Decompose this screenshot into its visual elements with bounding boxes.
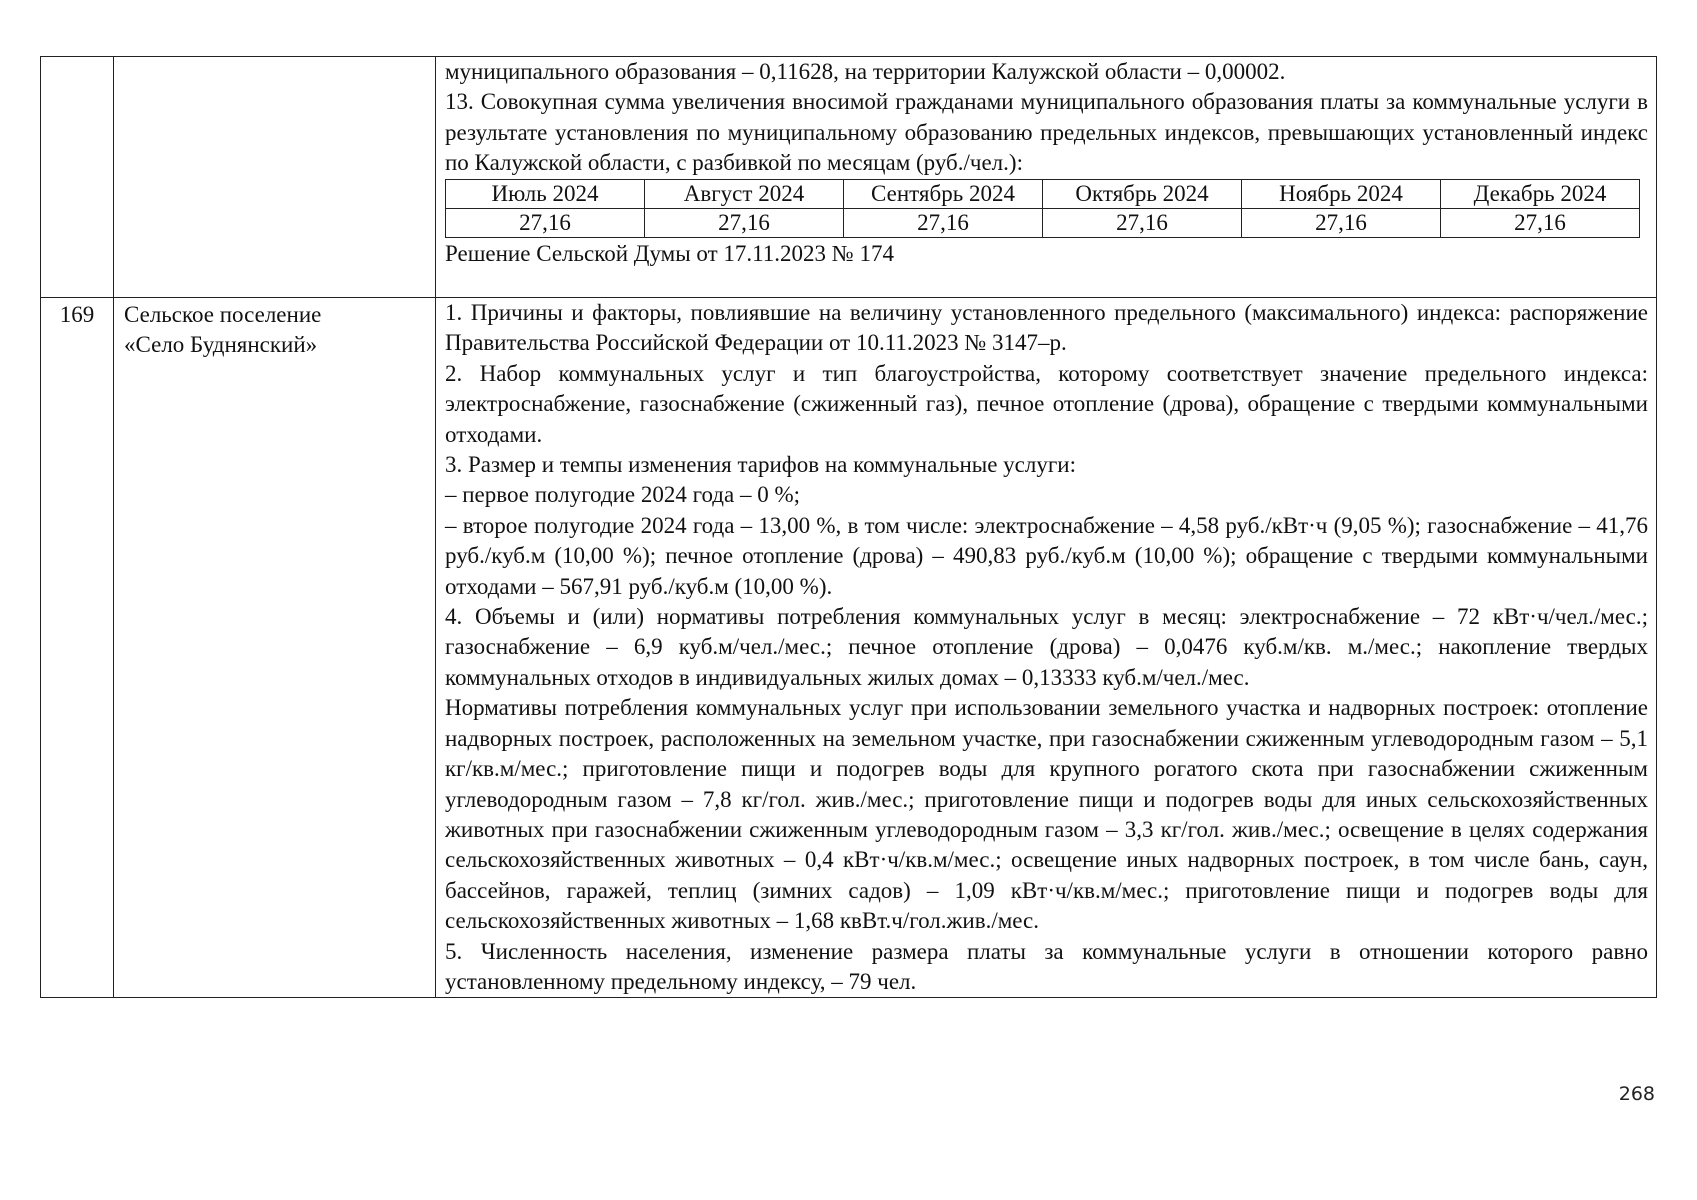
row-number (41, 57, 113, 59)
decision-line: Решение Сельской Думы от 17.11.2023 № 174 (445, 240, 894, 266)
paragraph: – первое полугодие 2024 года – 0 %; (445, 482, 801, 508)
row-number-cell (41, 57, 114, 298)
details-text (436, 57, 1656, 269)
paragraph: 1. Причины и факторы, повлиявшие на величину установленного предельного (максимального) индекса: распоряжение Правительства Российской Федерации от 10.11.2023 № 3147–р. (445, 300, 1648, 356)
paragraph: муниципального образования – 0,11628, на территории Калужской области – 0,00002. (445, 59, 1286, 84)
paragraph: 13. Совокупная сумма увеличения вносимой гражданами муниципального образования платы за коммунальные услуги в результате установления по муниципальному образованию предельных индексов, превышающих установленный индекс по Калужской области, с разбивкой по месяцам (руб./чел.): (445, 89, 1648, 176)
month-value: 27,16 (1242, 208, 1441, 237)
paragraph: Нормативы потребления коммунальных услуг при использовании земельного участка и надворных построек: отопление надворных построек, расположенных на земельном участке, при газоснабжении сжиженным углеводородным газом – 5,1 кг/кв.м/мес.; приготовление пищи и подогрев воды для крупного рогатого скота при газоснабжении сжиженным углеводородным газом – 7,8 кг/гол. жив./мес.; приготовление пищи и подогрев воды для иных сельскохозяйственных животных при газоснабжении сжиженным углеводородным газом – 3,3 кг/гол. жив./мес.; освещение в целях содержания сельскохозяйственных животных – 0,4 кВт·ч/кв.м/мес.; освещение иных надворных построек, в том числе бань, саун, бассейнов, гаражей, теплиц (зимних садов) – 1,09 кВт·ч/кв.м/мес.; приготовление пищи и подогрев воды для сельскохозяйственных животных – 1,68 квВт.ч/гол.жив./мес. (445, 695, 1648, 934)
month-value: 27,16 (1441, 208, 1640, 237)
month-value: 27,16 (844, 208, 1043, 237)
page-number: 268 (1618, 1083, 1655, 1105)
municipality-name: Сельское поселение «Село Буднянский» (124, 302, 322, 358)
month-header: Октябрь 2024 (1043, 179, 1242, 208)
month-header: Ноябрь 2024 (1242, 179, 1441, 208)
monthly-increase-table (445, 179, 1640, 238)
indices-table (40, 56, 1657, 998)
table-row (41, 57, 1657, 298)
paragraph: 4. Объемы и (или) нормативы потребления коммунальных услуг в месяц: электроснабжение – 72 кВт·ч/чел./мес.; газоснабжение – 6,9 куб.м/чел./мес.; печное отопление (дрова) – 0,0476 куб.м/кв. м./мес.; накопление твердых коммунальных отходов в индивидуальных жилых домах – 0,13333 куб.м/чел./мес. (445, 604, 1648, 690)
municipality-name (114, 57, 435, 59)
month-value: 27,16 (645, 208, 844, 237)
month-header: Декабрь 2024 (1441, 179, 1640, 208)
paragraph: – второе полугодие 2024 года – 13,00 %, в том числе: электроснабжение – 4,58 руб./кВт·ч (9,05 %); газоснабжение – 41,76 руб./куб.м (10,00 %); печное отопление (дрова) – 490,83 руб./куб.м (10,00 %); обращение с твердыми коммунальными отходами – 567,91 руб./куб.м (10,00 %). (445, 512, 1648, 599)
paragraph: 2. Набор коммунальных услуг и тип благоустройства, которому соответствует значение предельного индекса: электроснабжение, газоснабжение (сжиженный газ), печное отопление (дрова), обращение с твердыми коммунальными отходами. (445, 360, 1648, 447)
month-header: Июль 2024 (446, 179, 645, 208)
details-text (436, 298, 1656, 997)
details-cell (436, 298, 1657, 998)
row-number-cell (41, 298, 114, 998)
months-header-row (446, 179, 1640, 208)
details-cell (436, 57, 1657, 298)
month-value: 27,16 (1043, 208, 1242, 237)
table-row (41, 298, 1657, 998)
row-number: 169 (59, 302, 95, 327)
month-header: Август 2024 (645, 179, 844, 208)
month-header: Сентябрь 2024 (844, 179, 1043, 208)
paragraph: 5. Численность населения, изменение размера платы за коммунальные услуги в отношении которого равно установленному предельному индексу, – 79 чел. (445, 938, 1648, 994)
municipality-cell (114, 298, 436, 998)
months-value-row (446, 208, 1640, 237)
month-value: 27,16 (446, 208, 645, 237)
municipality-cell (114, 57, 436, 298)
paragraph: 3. Размер и темпы изменения тарифов на коммунальные услуги: (445, 452, 1076, 478)
